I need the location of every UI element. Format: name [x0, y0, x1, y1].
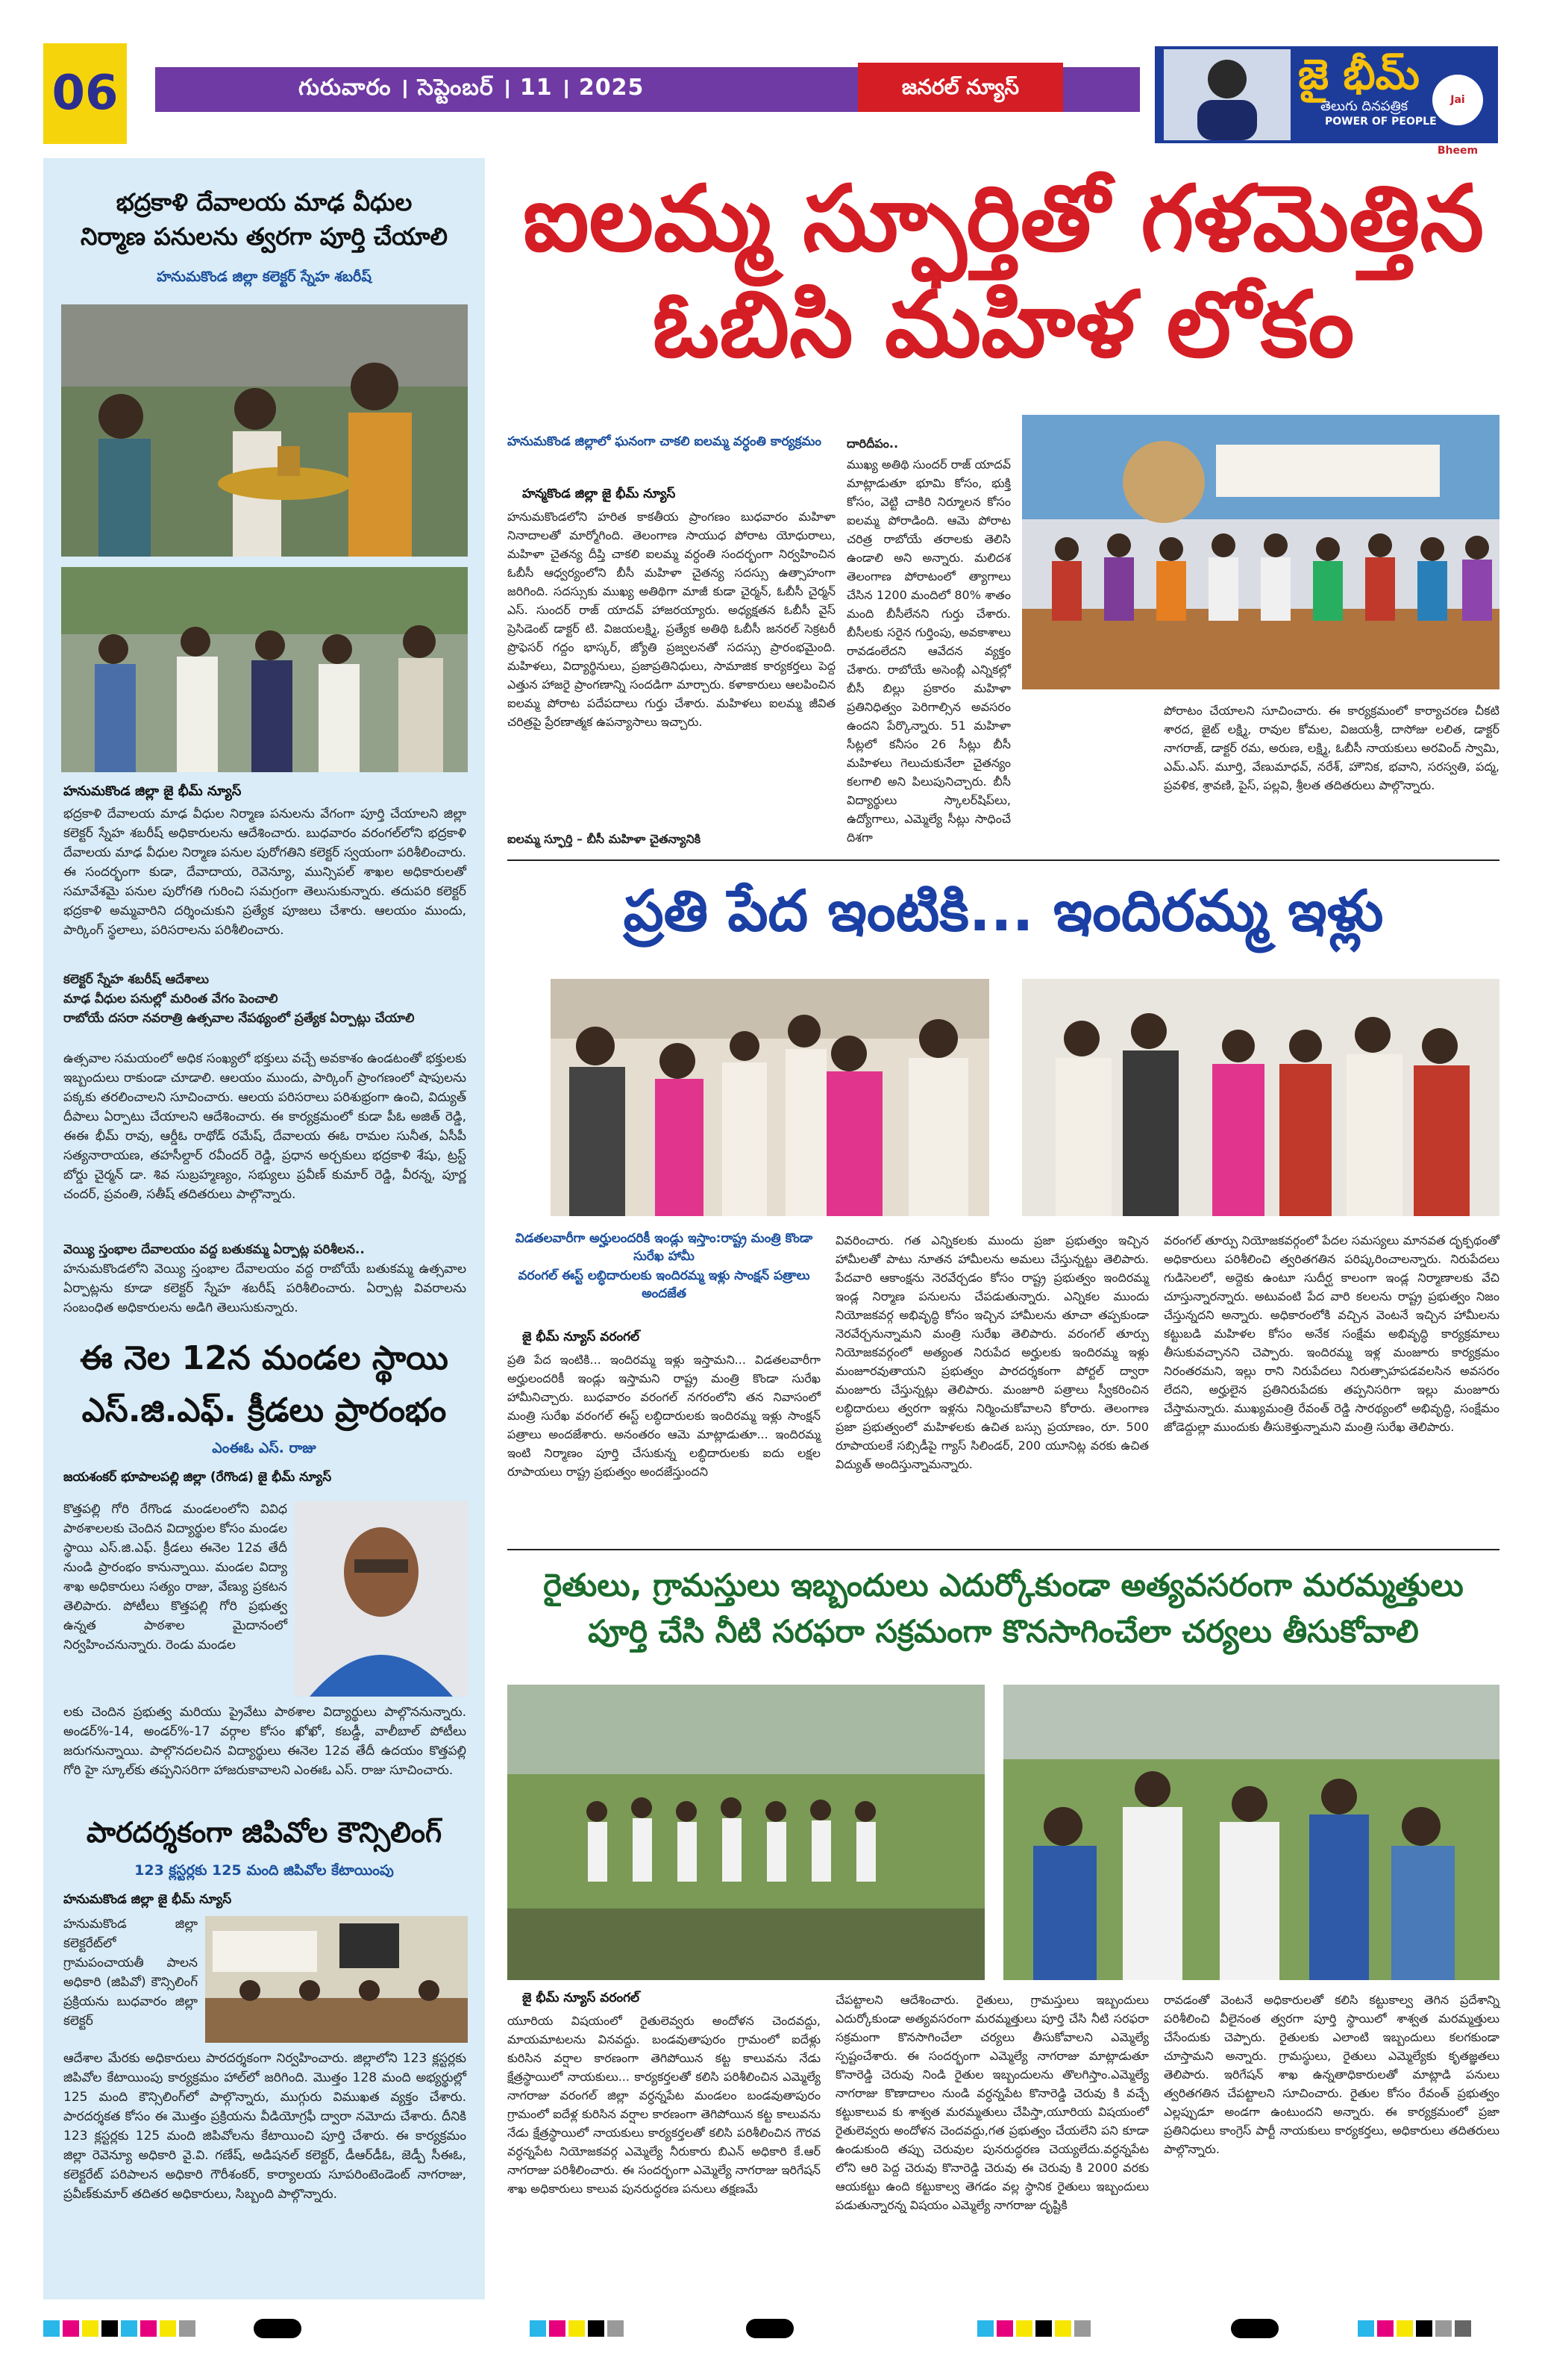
section-tag: జనరల్ న్యూస్ — [858, 63, 1063, 112]
lead-headline-line2: ఓబిసి మహిళ లోకం — [652, 272, 1355, 378]
issue-date: గురువారం । సెప్టెంబర్ । 11 । 2025 — [298, 75, 645, 101]
farmers-dateline: జై భీమ్ న్యూస్ వరంగల్ — [522, 1991, 640, 2005]
lead-column-2: ముఖ్య అతిథి సుందర్ రాజ్ యాదవ్ మాట్లాడుతూ భూమి కోసం, భుక్తి కోసం, వెట్టి చాకిరి నిర్మూలన కోసం ఐలమ్మ పోరాడింది. ఆమె పోరాట చరిత్ర రాబోయే తరాలకు తెలిసి ఉండాలి అని అన్నారు. మలిదశ తెలంగాణ పోరాటంలో త్యాగాలు చేసిన 1200 మందిలో 80% శాతం మంది బీసీలేనని గుర్తు చేశారు. బీసీలకు సరైన గుర్తింపు, అవకాశాలు రావడంలేదని ఆవేదన వ్యక్తం చేశారు. రాబోయే అసెంబ్లీ ఎన్నికల్లో బీసీ బిల్లు ప్రకారం మహిళా ప్రతినిధిత్వం పెరిగాల్సిన అవసరం ఉందని పేర్కొన్నారు. 51 మహిళా సీట్లలో కనీసం 26 సీట్లు బీసీ మహిళలు గెలుచుకునేలా చైతన్యం కలగాలి అని పిలుపునిచ్చారు. బీసీ విద్యార్థులు స్కాలర్‌షిప్‌లు, ఉద్యోగాలు, ఎమ్మెల్యే సీట్లు సాధించే దిశగా — [847, 457, 1011, 845]
lead-headline — [507, 166, 1499, 378]
story2-headline — [52, 1333, 476, 1437]
indiramma-column-2: వివరించారు. గత ఎన్నికలకు ముందు ప్రజా ప్రభుత్వం ఇచ్చిన హామీలతో పాటు నూతన హామీలను అమలు చేస్తున్నట్టు తెలిపారు. పేదవారి ఆకాంక్షను నెరవేర్చడం కోసం రాష్ట్ర ప్రభుత్వం ఇందిరమ్మ ఇండ్ల నిర్మాణ పనులను చేపడుతున్నారు. ఎన్నికల ముందు నియోజకవర్గ అభివృద్ధి కోసం ఇచ్చిన హామీలను తూచా తప్పకుండా నెరవేర్చనున్నామని మంత్రి సురేఖ తెలిపారు. వరంగల్ తూర్పు నియోజకవర్గంలో అత్యంత నిరుపేద అర్హులకు ఇందిరమ్మ ఇళ్లు మంజూరవుతాయని ప్రభుత్వం పారదర్శకంగా పోర్టల్ ద్వారా మంజూరు చేస్తున్నట్లు తెలిపారు. మంజూరి పత్రాలు స్వీకరించిన లబ్ధిదారులు త్వరగా ఇళ్లను నిర్మించుకోవాలని కోరారు. తెలంగాణ ప్రజా ప్రభుత్వంలో మహిళలకు ఉచిత బస్సు ప్రయాణం, రూ. 500 రూపాయలకే సబ్సిడీపై గ్యాస్ సిలిండర్, 200 యూనిట్ల వరకు ఉచిత విద్యుత్ అందిస్తున్నామన్నారు. — [836, 1233, 1149, 1471]
story1-paragraph-1: భద్రకాళి దేవాలయ మాఢ వీధుల నిర్మాణ పనులను వేగంగా పూర్తి చేయాలని జిల్లా కలెక్టర్ స్నేహ శబరీష్ అధికారులను ఆదేశించారు. బుధవారం వరంగల్‌లోని భద్రకాళి దేవాలయ మాఢ వీధుల నిర్మాణ పనుల పురోగతిని కలెక్టర్ స్వయంగా పరిశీలించారు. ఈ సందర్భంగా కుడా, దేవాదాయ, రెవెన్యూ, మున్సిపల్ శాఖల అధికారులతో సమావేశమై పనుల పురోగతి గురించి సమగ్రంగా తెలుసుకున్నారు. తదుపరి కలెక్టర్ భద్రకాళి అమ్మవారిని దర్శించుకుని ప్రత్యేక పూజలు చేశారు. ఆలయం ముందు, పార్కింగ్ స్థలాలు, పరిసరాలను పరిశీలించారు. — [63, 807, 466, 938]
lead-kicker: హనుమకొండ జిల్లాలో ఘనంగా చాకలి ఐలమ్మ వర్ధంతి కార్యక్రమం — [507, 434, 821, 449]
story3-dateline: హనుమకొండ జిల్లా జై భీమ్ న్యూస్ — [63, 1892, 232, 1907]
story1-headline — [52, 185, 476, 254]
registration-marks-center-left — [530, 2320, 627, 2337]
indiramma-column-1: ప్రతి పేద ఇంటికి... ఇందిరమ్మ ఇళ్లు ఇస్తామని... విడతలవారీగా అర్హులందరికీ ఇండ్లు ఇస్తామని రాష్ట్ర మంత్రి కొండా సురేఖ హామీనిచ్చారు. బుధవారం వరంగల్ నగరంలోని తన నివాసంలో మంత్రి సురేఖ వరంగల్ ఈస్ట్ లబ్ధిదారులకు ఇందిరమ్మ ఇళ్లు సాంక్షన్ పత్రాలు అందజేశారు. అనంతరం ఆమె మాట్లాడుతూ... ఇందిరమ్మ ఇంటి నిర్మాణం పూర్తి చేసుకున్న లబ్ధిదారులకు ఐదు లక్షల రూపాయలు రాష్ట్ర ప్రభుత్వం అందజేస్తుందని — [507, 1353, 821, 1479]
indiramma-photo-1 — [551, 979, 989, 1216]
indiramma-headline: ప్రతి పేద ఇంటికి... ఇందిరమ్మ ఇళ్లు — [623, 877, 1384, 944]
registration-pill-2 — [746, 2319, 794, 2338]
page-number: 06 — [43, 43, 127, 144]
story3-headline: పారదర్శకంగా జిపివోల కౌన్సిలింగ్ — [86, 1816, 442, 1849]
story1-dateline: హనుమకొండ జిల్లా జై భీమ్ న్యూస్ — [63, 783, 242, 799]
story1-paragraph-2: ఉత్సవాల సమయంలో అధిక సంఖ్యలో భక్తులు వచ్చే అవకాశం ఉండటంతో భక్తులకు ఇబ్బందులు రాకుండా చూడాలి. ఆలయం ముందు, పార్కింగ్ ప్రాంగణంలో షాపులను పక్కకు తరలించాలని సూచించారు. ఆలయ పరిసరాలు పరిశుభ్రంగా ఉంచి, విద్యుత్ దీపాలు ఏర్పాటు చేయాలని ఆదేశించారు. ఈ కార్యక్రమంలో కుడా పీఓ అజిత్ రెడ్డి, ఈఈ భీమ్ రావు, ఆర్డీఓ రాథోడ్ రమేష్, దేవాలయ ఈఓ రామల సునీత, ఏసీపీ సత్యనారాయణ, తహసీల్దార్ రవీందర్ రెడ్డి, ప్రధాన అర్చకులు భద్రకాళి శేషు, ట్రస్ట్ బోర్డు చైర్మన్ డా. శివ సుబ్రహ్మణ్యం, సభ్యులు ప్రవీణ్ కుమార్ రెడ్డి, వీరన్న, పూర్ణ చందర్, ప్రవంతి, సతీష్ తదితరులు పాల్గొన్నారు. — [63, 1051, 466, 1202]
registration-marks-center-right — [977, 2320, 1094, 2337]
story1-subhead-4: వెయ్యి స్తంభాల దేవాలయం వద్ద బతుకమ్మ ఏర్పాట్ల పరిశీలన.. — [63, 1242, 365, 1257]
story1-subhead-2: మాఢ వీధుల పనుల్లో మరింత వేగం పెంచాలి — [63, 992, 278, 1006]
farmers-headline-line2: పూర్తి చేసి నీటి సరఫరా సక్రమంగా కొనసాగించేలా చర్యలు తీసుకోవాలి — [588, 1613, 1419, 1650]
lead-column-3: పోరాటం చేయాలని సూచించారు. ఈ కార్యక్రమంలో కార్యాచరణ చీకటి శారద, జైట్ లక్ష్మి, రావుల కోమల, విజయశ్రీ, దాసోజు లలిత, డాక్టర్ నాగరాజ్, డాక్టర్ రమ, అరుణ, లక్ష్మి, ఓబీసీ నాయకులు అరవింద్ స్వామి, ఎమ్.ఎస్. మూర్తి, వేణుమాధవ్, నరేశ్, హౌనిక, భవాని, సరస్వతి, పద్మ, ప్రవళిక, శ్రావణి, పైస్, పల్లవి, శ్రీలత తదితరులు పాల్గొన్నారు. — [1164, 704, 1499, 792]
ambedkar-portrait-icon — [1164, 49, 1291, 140]
lead-photo-obc-women — [1022, 415, 1499, 689]
farmers-headline — [507, 1562, 1499, 1655]
indiramma-kicker-1: విడతలవారీగా అర్హులందరికీ ఇండ్లు ఇస్తాం:రాష్ట్ర మంత్రి కొండా సురేఖ హామీ — [515, 1231, 813, 1264]
story3-paragraph-2: ఆదేశాల మేరకు అధికారులు పారదర్శకంగా నిర్వహించారు. జిల్లాలోని 123 క్లస్టర్లకు జిపివోల కేటాయింపు కార్యక్రమం హాల్‌లో జరిగింది. మొత్తం 128 మంది అభ్యర్థుల్లో 125 మంది కౌన్సిలింగ్‌లో పాల్గొన్నారు, ముగ్గురు విముఖత వ్యక్తం చేశారు. పారదర్శకత కోసం ఈ మొత్తం ప్రక్రియను వీడియోగ్రఫీ ద్వారా నమోదు చేశారు. దీనికి 123 క్లస్టర్లకు 125 మంది జిపివోలను కేటాయించి పూర్తి చేశారు. ఈ కార్యక్రమం జిల్లా రెవెన్యూ అధికారి వై.వి. గణేష్, అడిషనల్ కలెక్టర్, డీఆర్‌డీఓ, జెడ్పీ సీఈఓ, కలెక్టరేట్ పరిపాలన అధికారి గౌరీశంకర్, కార్యాలయ సూపరింటెండెంట్ నాగరాజు, ప్రవీణ్‌కుమార్ తదితర అధికారులు, సిబ్బంది పాల్గొన్నారు. — [63, 2051, 466, 2202]
farmers-column-2: చేపట్టాలని ఆదేశించారు. రైతులు, గ్రామస్తులు ఇబ్బందులు ఎదుర్కోకుండా అత్యవసరంగా మరమ్మత్తులు పూర్తి చేసి నీటి సరఫరా సక్రమంగా కొనసాగించేలా చర్యలు తీసుకోవాలని ఎమ్మెల్యే స్పష్టంచేశారు. ఈ సందర్భంగా ఎమ్మెల్యే నాగరాజు మాట్లాడుతూ కొనారెడ్డి చెరువు నిండి రైతుల ఇబ్బందులను తొలగిస్తాం.ఎమ్మెల్యే నాగరాజు కొణాదాలం నుండి వర్ధన్నపేట కొనారెడ్డి చెరువు కి వచ్చే కట్టుకాలువ కు శాశ్వత మరమ్మతులు చేపిస్తా,యూరియ విషయంలో రైతులెవ్వరు అందోళన చెందవద్దు,గత ప్రభుత్వం చేయలేని పని కూడా ఉండుకుంది తప్పు చెరువుల పునరుద్ధరణ చెయ్యలేదు.వర్ధన్నపేట లోని ఆరి పెద్ద చెరువు కొనారెడ్డి చెరువు ఈ చెరువు కి 2000 వరకు ఆయకట్టు ఉంది కట్టుకాల్వ తెగడం వల్ల స్థానిక రైతులు ఇబ్బందులు పడుతున్నారన్న విషయం ఎమ్మెల్యే నాగరాజు దృష్టికి — [836, 1993, 1149, 2212]
story2-byline: ఎంఈఓ ఎస్. రాజు — [212, 1440, 316, 1456]
lead-column-2-subhead: దారిదీపం.. — [847, 436, 899, 451]
indiramma-dateline: జై భీమ్ న్యూస్ వరంగల్ — [522, 1330, 640, 1344]
story2-photo-meo — [295, 1501, 468, 1697]
separator-1 — [507, 859, 1499, 861]
story2-dateline: జయశంకర్ భూపాలపల్లి జిల్లా (రేగొండ) జై భీమ్ న్యూస్ — [63, 1470, 332, 1485]
story2-headline-line2: ఎస్.జి.ఎఫ్. క్రీడలు ప్రారంభం — [81, 1391, 447, 1429]
story1-headline-line2: నిర్మాణ పనులను త్వరగా పూర్తి చేయాలి — [81, 222, 448, 251]
story1-subhead-1: కలెక్టర్ స్నేహ శబరీష్ ఆదేశాలు — [63, 972, 210, 987]
logo-subtitle: తెలుగు దినపత్రిక — [1320, 98, 1408, 114]
registration-marks-right — [1358, 2320, 1474, 2337]
story1-subhead-3: రాబోయే దసరా నవరాత్రి ఉత్సవాల నేపథ్యంలో ప్రత్యేక ఏర్పాట్లు చేయాలి — [63, 1011, 415, 1026]
separator-2 — [507, 1549, 1499, 1550]
indiramma-column-3: వరంగల్ తూర్పు నియోజకవర్గంలో పేదల సమస్యలు మానవత దృక్పథంతో అధికారులు పరిశీలించి త్వరితగతిన పరిష్కరించాలన్నారు. నిరుపేదలు గుడిసెలలో, అద్దెకు ఉంటూ సుదీర్ఘ కాలంగా ఇండ్ల నిర్మాణాలకు వేచి చూస్తున్నారన్నారు. అటువంటి పేద వారి కలలను రాష్ట్ర ప్రభుత్వం నిజం చేస్తున్నదని అన్నారు. అధికారంలోకి వచ్చిన వెంటనే ఇచ్చిన హామీలను కట్టుబడి మహిళల కోసం అనేక సంక్షేమ అభివృద్ధి కార్యక్రమాలు తీసుకువచ్చానని చెప్పారు. ఇందిరమ్మ ఇళ్ల మంజూరు కార్యక్రమం నిరంతరమని, ఇల్లు రాని నిరుపేదలు నిరుత్సాహపడవలసిన అవసరం లేదని, అర్హులైన ప్రతినిరుపేదకు తప్పనిసరిగా ఇల్లు మంజూరు చేస్తామన్నారు. ముఖ్యమంత్రి రేవంత్ రెడ్డి సారథ్యంలో అభివృద్ధి, సంక్షేమం జోడెద్దుల్లా ముందుకు తీసుకెళ్తున్నామని మంత్రి సురేఖ తెలిపారు. — [1164, 1233, 1499, 1434]
indiramma-photo-2 — [1022, 979, 1499, 1216]
story1-photo-temple — [61, 304, 468, 557]
farmers-column-1: యూరియ విషయంలో రైతులెవ్వరు అందోళన చెందవద్దు, మాయమాటలను వినవద్దు. బండవుతాపురం గ్రామంలో ఐదేళ్లు కురిసిన వర్షాల కారణంగా తెగిపోయిన కట్ట కాలువను నేడు క్షేత్రస్థాయిలో నాయకులు... కార్యకర్తలతో కలిసి పరిశీలించిన ఎమ్మెల్యే నాగరాజు వరంగల్ జిల్లా వర్ధన్నపేట మండలం బండవుతాపురం గ్రామంలో ఐదేళ్ల కురిసిన వర్షాల కారణంగా తెగిపోయిన కట్ట కాలువను నేడు క్షేత్రస్థాయిలో నాయకులు కార్యకర్తలతో కలిసి పరిశీలించిన గౌరవ వర్ధన్నపేట నియోజకవర్గ ఎమ్మెల్యే నీరుకారు బిఎన్‌ అధికారి కే.ఆర్ నాగరాజు పరిశీలించారు. ఈ సందర్భంగా ఎమ్మెల్యే నాగరాజు ఇరిగేషన్ శాఖ అధికారులు కాలువ పునరుద్ధరణ పనులు తక్షణమే — [507, 2014, 821, 2196]
farmers-photo-1 — [507, 1685, 985, 1980]
story1-byline: హనుమకొండ జిల్లా కలెక్టర్ స్నేహ శబరీష్ — [157, 269, 372, 285]
story1-paragraph-3: హనుమకొండలోని వెయ్యి స్తంభాల దేవాలయం వద్ద రాబోయే బతుకమ్మ ఉత్సవాల ఏర్పాట్లను కూడా కలెక్టర్ స్నేహ శబరీష్ పరిశీలించారు. ఏర్పాట్ల వివరాలను సంబంధిత అధికారులను అడిగి తెలుసుకున్నారు. — [63, 1262, 466, 1315]
story1-photo-inspection — [61, 567, 468, 772]
lead-headline-line1: ఐలమ్మ స్ఫూర్తితో గళమెత్తిన — [522, 166, 1485, 272]
farmers-headline-line1: రైతులు, గ్రామస్తులు ఇబ్బందులు ఎదుర్కోకుండా అత్యవసరంగా మరమ్మత్తులు — [543, 1567, 1464, 1603]
story2-headline-line1: ఈ నెల 12న మండల స్థాయి — [80, 1339, 448, 1377]
story3-photo-counselling — [205, 1916, 468, 2043]
story1-headline-line1: భద్రకాళి దేవాలయ మాఢ వీధుల — [116, 188, 413, 216]
logo-badge: Jai Bheem — [1432, 75, 1483, 125]
story2-paragraph-1: కొత్తపల్లి గోరి రేగొండ మండలంలోని వివిధ పాఠశాలలకు చెందిన విద్యార్థుల కోసం మండల స్థాయి ఎస్.జి.ఎఫ్. క్రీడలు ఈనెల 12వ తేదీ నుండి ప్రారంభం కానున్నాయి. మండల విద్యా శాఖ అధికారులు సత్యం రాజు, వేణ్యు ప్రకటన తెలిపారు. పోటీలు కొత్తపల్లి గోరి ప్రభుత్వ ఉన్నత పాఠశాల మైదానంలో నిర్వహించనున్నారు. రెండు మండల — [63, 1502, 287, 1653]
registration-pill-3 — [1231, 2319, 1279, 2338]
story3-byline: 123 క్లస్టర్లకు 125 మంది జిపివోల కేటాయింపు — [134, 1862, 394, 1879]
logo-tagline: POWER OF PEOPLE — [1325, 116, 1437, 128]
registration-pill-1 — [254, 2319, 301, 2338]
registration-marks-left — [43, 2320, 198, 2337]
lead-subhead: ఐలమ్మ స్ఫూర్తి – బీసీ మహిళా చైతన్యానికి — [507, 832, 701, 846]
farmers-column-3: రావడంతో వెంటనే అధికారులతో కలిసి కట్టుకాల్వ తెగిన ప్రదేశాన్ని పరిశీలించి వీలైనంత త్వరగా పూర్తి స్థాయిలో శాశ్వత మరమ్మత్తులు చేసేందుకు చెప్పారు. రైతులకు ఎలాంటి ఇబ్బందులు కలగకుండా చూస్తామని అన్నారు. గ్రామస్థులు, రైతులు ఎమ్మెల్యేకు కృతజ్ఞతలు తెలిపారు. ఇరిగేషన్ శాఖ ఉన్నతాధికారులతో మాట్లాడి పనులు త్వరితగతిన చేపట్టాలని సూచించారు. రైతుల కోసం రేవంత్ ప్రభుత్వం ఎల్లప్పుడూ అండగా ఉంటుందని అన్నారు. ఈ కార్యక్రమంలో ప్రజా ప్రతినిధులు కాంగ్రెస్ పార్టీ నాయకులు కార్యకర్తలు, అధికారులు తదితరులు పాల్గొన్నారు. — [1164, 1993, 1499, 2156]
lead-dateline: హన్మకొండ జిల్లా జై భీమ్ న్యూస్ — [522, 486, 676, 501]
indiramma-kicker-2: వరంగల్ ఈస్ట్ లబ్ధిదారులకు ఇందిరమ్మ ఇళ్లు సాంక్షన్ పత్రాలు అందజేత — [518, 1268, 810, 1301]
lead-column-1: హనుమకొండలోని హరిత కాకతీయ ప్రాంగణం బుధవారం మహిళా నినాదాలతో మార్మోగింది. తెలంగాణ సాయుధ పోరాట యోధురాలు, మహిళా చైతన్య దీప్తి చాకలి ఐలమ్మ వర్ధంతి సందర్భంగా నిర్వహించిన ఓబీసీ ఆధ్వర్యంలోని బీసీ మహిళా చైతన్య సదస్సు ఉత్సాహంగా జరిగింది. సదస్సుకు ముఖ్య అతిథిగా మాజీ కుడా చైర్మన్, ఓబీసీ చైర్మన్ ఎస్. సుందర్ రాజ్ యాదవ్ హాజరయ్యారు. అధ్యక్షతన ఓబీసీ వైస్ ప్రెసిడెంట్ డాక్టర్ టి. విజయలక్ష్మి, ప్రత్యేక అతిథి ఓబీసీ జనరల్ సెక్రటరీ ప్రొఫెసర్ గద్దం భాస్కర్, జ్యోతి ప్రజ్వలనతో సదస్సు ప్రారంభమైంది. మహిళలు, విద్యార్థినులు, ప్రజాప్రతినిధులు, సామాజిక కార్యకర్తలు పెద్ద ఎత్తున హాజరై ప్రాంగణాన్ని సందడిగా మార్చారు. కళాకారులు ఆలపించిన ఐలమ్మ పోరాట పదేపదాలు గుర్తు చేశారు. మహిళలు ఐలమ్మ జీవిత చరిత్రపై ప్రేరణాత్మక ఉపన్యాసాలు ఇచ్చారు. — [507, 510, 836, 729]
story2-paragraph-2: లకు చెందిన ప్రభుత్వ మరియు ప్రైవేటు పాఠశాల విద్యార్థులు పాల్గొననున్నారు. అండర్%-14, అండర్%-17 వర్గాల కోసం ఖోఖో, కబడ్డీ, వాలీబాల్ పోటీలు జరుగనున్నాయి. పాల్గొనదలచిన విద్యార్థులు ఈనెల 12వ తేదీ ఉదయం కొత్తపల్లి గోరి హై స్కూల్‌కు తప్పనిసరిగా హాజరుకావాలని ఎంఈఓ ఎస్. రాజు సూచించారు. — [63, 1705, 466, 1778]
story3-paragraph-1: హనుమకొండ జిల్లా కలెక్టరేట్‌లో గ్రామపంచాయతీ పాలన అధికారి (జిపివో) కౌన్సిలింగ్ ప్రక్రియను బుధవారం జిల్లా కలెక్టర్ — [63, 1917, 198, 2029]
logo-name: జై భీమ్ — [1298, 51, 1420, 99]
farmers-photo-2 — [1003, 1685, 1499, 1980]
